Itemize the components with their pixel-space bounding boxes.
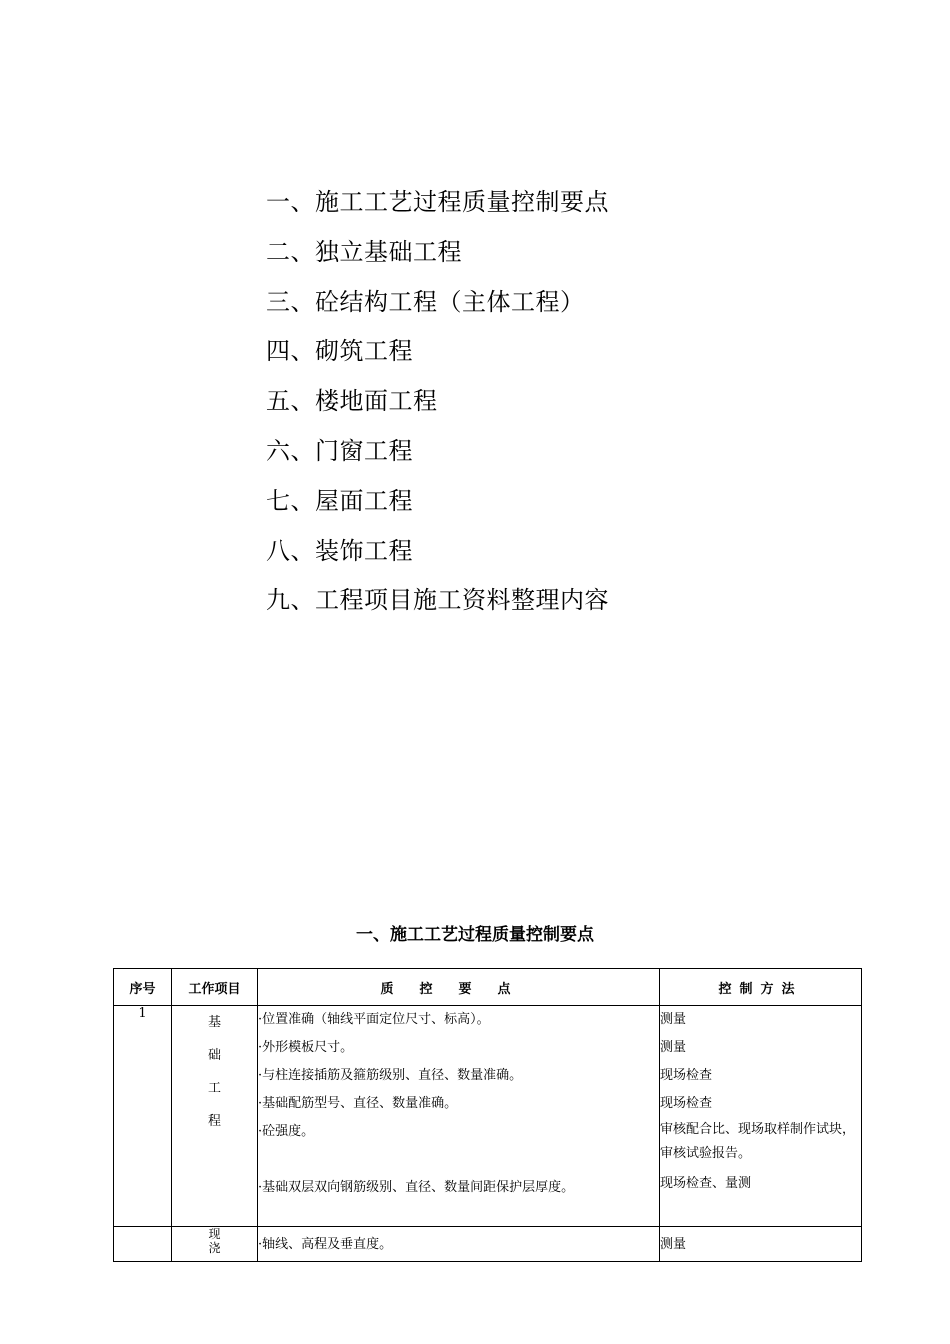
method-text: 现场检查、量测 (660, 1176, 752, 1191)
point-text: ·位置准确（轴线平面定位尺寸、标高）。 (258, 1012, 490, 1027)
row-seq: 1 (114, 1006, 172, 1227)
item-char: 础 (207, 1048, 221, 1063)
toc-item: 一、施工工艺过程质量控制要点 (266, 188, 609, 216)
row-item (172, 1006, 258, 1227)
method-text: 现场检查 (660, 1096, 713, 1111)
quality-control-table (113, 968, 862, 1262)
method-text: 现场检查 (660, 1068, 713, 1083)
header-method: 控制方法 (660, 969, 862, 1006)
method-text: 审核配合比、现场取样制作试块，审核试验报告。 (660, 1122, 856, 1161)
point-text: ·轴线、高程及垂直度。 (258, 1237, 393, 1252)
point-text: ·基础配筋型号、直径、数量准确。 (258, 1096, 458, 1111)
item-char: 工 (207, 1081, 221, 1096)
point-text: ·外形模板尺寸。 (258, 1040, 354, 1055)
toc-item: 七、屋面工程 (266, 486, 413, 515)
row-seq (114, 1227, 172, 1262)
row-item (172, 1227, 258, 1262)
toc-item: 八、装饰工程 (266, 536, 413, 565)
toc-item: 二、独立基础工程 (266, 237, 462, 266)
method-text: 测量 (660, 1040, 687, 1055)
row-points (258, 1227, 660, 1262)
point-text: ·与柱连接插筋及箍筋级别、直径、数量准确。 (258, 1068, 523, 1083)
section-title: 一、施工工艺过程质量控制要点 (356, 925, 594, 945)
point-text: ·砼强度。 (258, 1124, 315, 1139)
method-text: 测量 (660, 1237, 687, 1252)
table-header-row (114, 969, 862, 1006)
toc-item: 五、楼地面工程 (266, 387, 438, 416)
table-row (114, 1006, 862, 1227)
item-char: 现 (208, 1227, 221, 1241)
toc-item: 三、砼结构工程（主体工程） (266, 287, 585, 316)
method-text: 测量 (660, 1012, 687, 1027)
table-of-contents (266, 178, 609, 626)
row-points (258, 1006, 660, 1227)
toc-item: 六、门窗工程 (266, 436, 413, 465)
table-row (114, 1227, 862, 1262)
toc-item: 九、工程项目施工资料整理内容 (266, 586, 609, 615)
row-methods (660, 1227, 862, 1262)
item-char: 程 (207, 1114, 221, 1129)
spacer (258, 1146, 659, 1174)
item-char: 基 (207, 1015, 221, 1030)
header-item: 工作项目 (172, 969, 258, 1006)
point-text: ·基础双层双向钢筋级别、直径、数量间距保护层厚度。 (258, 1180, 575, 1195)
toc-item: 四、砌筑工程 (266, 337, 413, 366)
header-seq: 序号 (114, 969, 172, 1006)
item-char: 浇 (208, 1241, 221, 1255)
row-methods (660, 1006, 862, 1227)
header-points: 质控要点 (258, 969, 660, 1006)
